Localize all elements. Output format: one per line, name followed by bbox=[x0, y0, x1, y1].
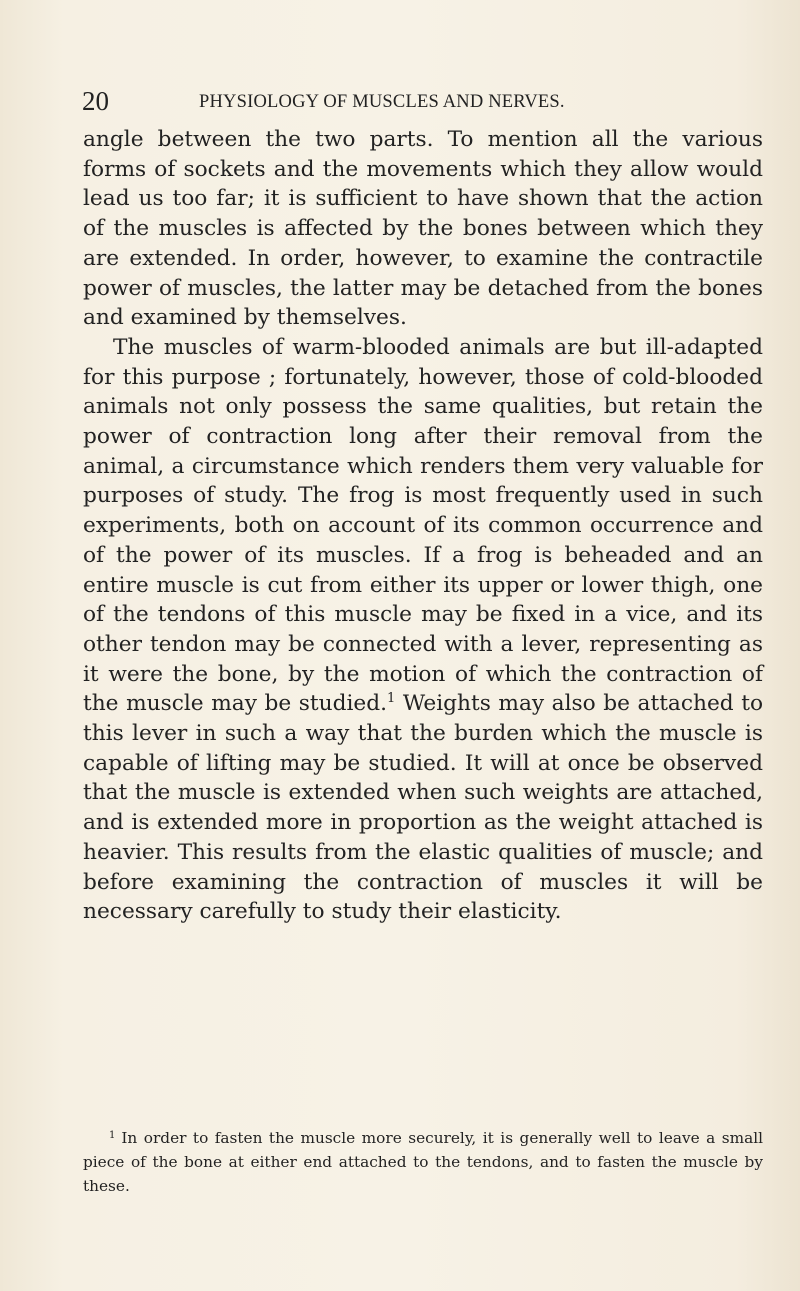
paragraph-2 bbox=[83, 333, 763, 927]
paragraph-1: angle between the two parts. To mention all the various forms of sockets and the movements which they allow would lead us too far; it is sufficient to have shown that the action of the muscles is affected by the bones between which they are extended. In order, however, to examine the contractile power of muscles, the latter may be detached from the bones and examined by themselves. bbox=[83, 127, 763, 331]
paragraph-2-text-start: The muscles of warm-blooded animals are but ill-adapted for this purpose ; fortunately, however, those of cold-blooded animals not only possess the same qualities, but retain the power of contraction long after their removal from the animal, a circumstance which renders them very valuable for purposes of study. The frog is most frequently used in such experiments, both on account of its common occurrence and of the power of its muscles. If a frog is beheaded and an entire muscle is cut from either its upper or lower thigh, one of the tendons of this muscle may be fixed in a vice, and its other tendon may be connected with a lever, representing as it were the bone, by the motion of which the contraction of the muscle may be studied. bbox=[83, 334, 763, 717]
footnote-text: In order to fasten the muscle more securely, it is generally well to leave a small piece of the bone at either end attached to the tendons, and to fasten the muscle by these. bbox=[83, 1129, 763, 1195]
footnote-reference: 1 bbox=[387, 691, 396, 707]
footnote bbox=[83, 1126, 763, 1198]
paragraph-2-text-end: Weights may also be attached to this lever in such a way that the burden which the muscle is capable of lifting may be studied. It will at once be observed that the muscle is extended when such weights are attached, and is extended more in proportion as the weight attached is heavier. This results from the elastic qualities of muscle; and before examining the contraction of muscles it will be necessary carefully to study their elasticity. bbox=[83, 691, 763, 925]
page-number: 20 bbox=[82, 86, 109, 116]
page-header bbox=[82, 86, 762, 118]
footnote-mark: 1 bbox=[109, 1130, 116, 1141]
body-text bbox=[83, 125, 763, 927]
running-head: PHYSIOLOGY OF MUSCLES AND NERVES. bbox=[199, 92, 565, 112]
